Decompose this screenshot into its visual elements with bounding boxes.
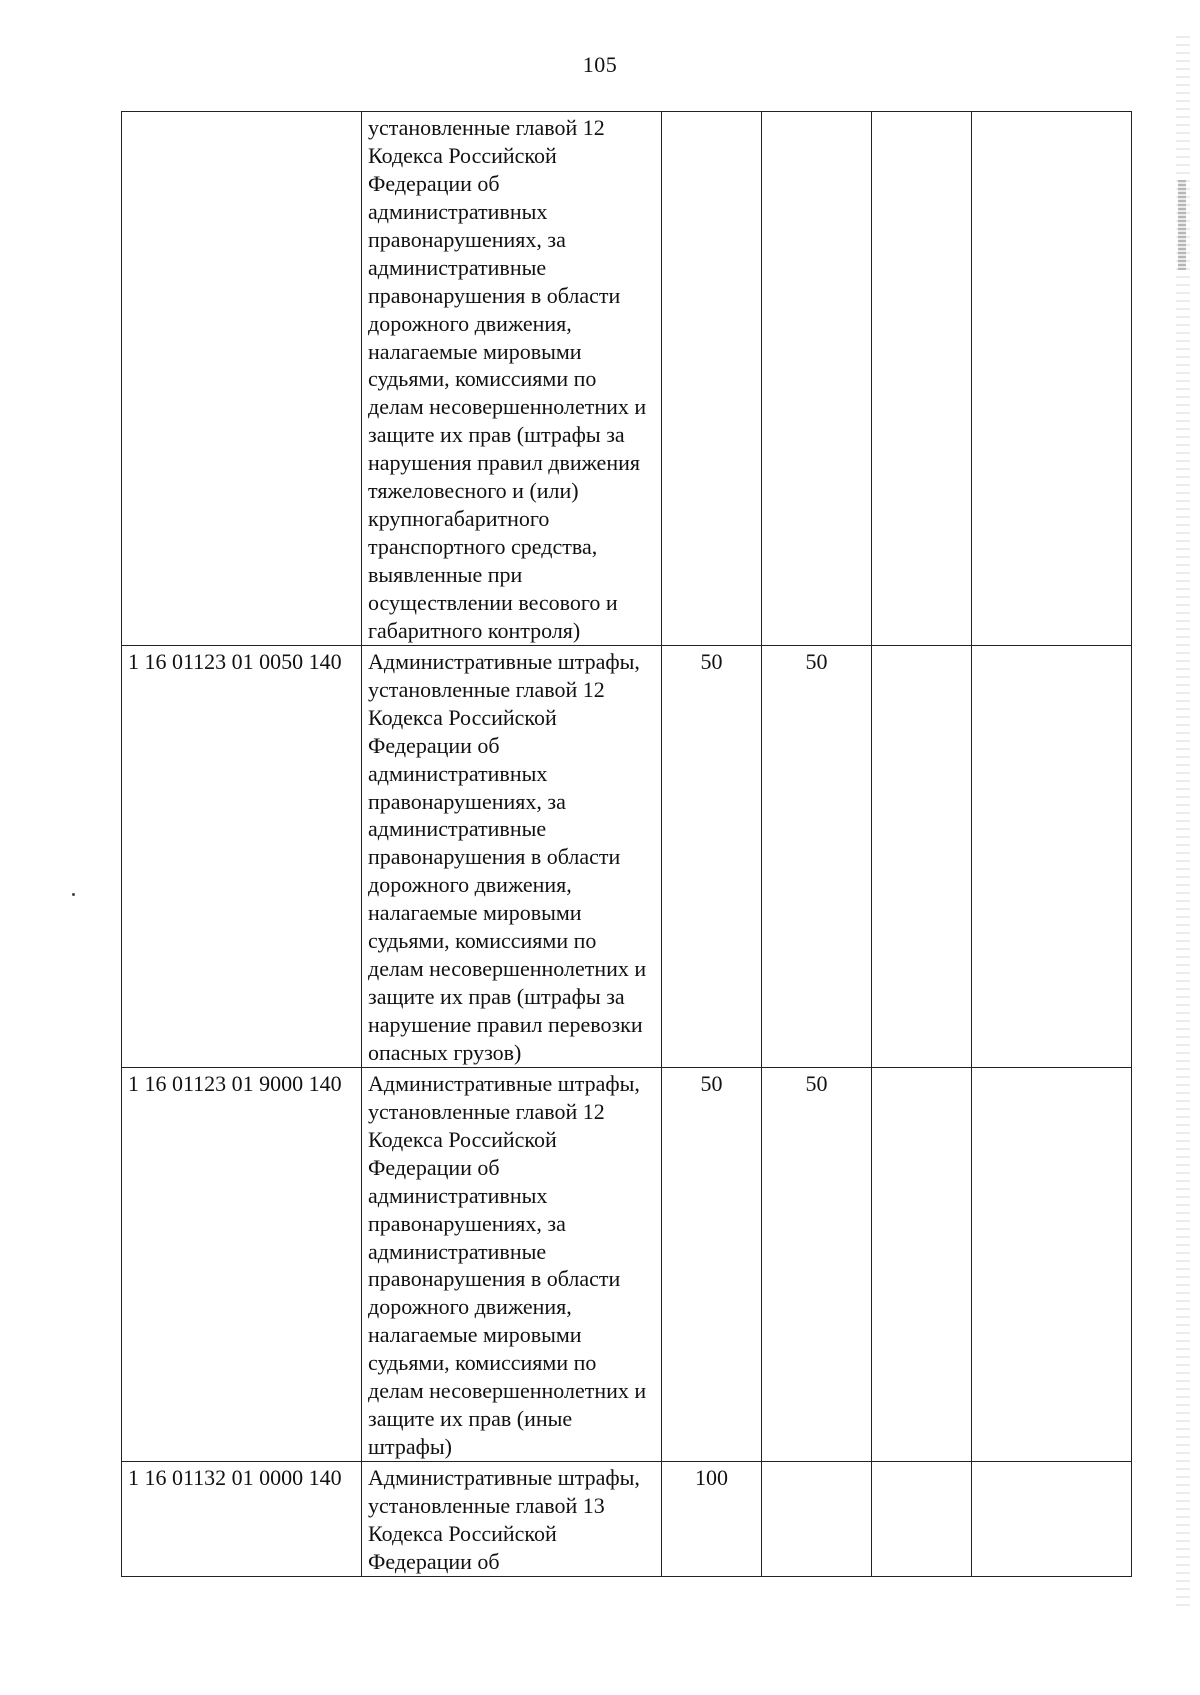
description-line: опасных грузов) <box>368 1039 522 1065</box>
amount-cell-col4: 50 <box>762 1067 872 1461</box>
description-line: тяжеловесного и (или) <box>368 478 579 504</box>
description-line: административные <box>368 1238 547 1264</box>
description-line: административные <box>368 816 547 842</box>
description-line: штрафы) <box>368 1434 452 1460</box>
description-line: Административные штрафы, <box>368 1070 640 1096</box>
description-line: нарушения правил движения <box>368 450 640 476</box>
description-line: установленные главой 12 <box>368 115 605 140</box>
description-line: дорожного движения, <box>368 310 572 336</box>
description-line: Административные штрафы, <box>368 1465 640 1490</box>
description-line: Кодекса Российской <box>368 142 557 168</box>
revenue-description <box>362 112 662 646</box>
description-line: транспортного средства, <box>368 534 598 560</box>
amount-cell-col4: 50 <box>762 645 872 1067</box>
table-body <box>122 112 1132 1577</box>
description-line: судьями, комиссиями по <box>368 1350 597 1376</box>
description-line: осуществлении весового и <box>368 589 618 615</box>
revenue-description <box>362 1462 662 1577</box>
description-line: Федерации об <box>368 170 500 196</box>
amount-cell-col3: 50 <box>662 1067 762 1461</box>
description-line: Федерации об <box>368 732 500 758</box>
description-line: правонарушения в области <box>368 844 621 870</box>
description-line: делам несовершеннолетних и <box>368 1378 647 1404</box>
scan-edge-artifact <box>1176 30 1190 1610</box>
description-line: выявленные при <box>368 562 523 587</box>
budget-table <box>121 111 1132 1577</box>
description-line: защите их прав (штрафы за <box>368 984 625 1010</box>
amount-cell-col5 <box>872 1067 972 1461</box>
description-line: административных <box>368 198 548 224</box>
description-line: правонарушениях, за <box>368 788 566 814</box>
description-line: административных <box>368 1182 548 1208</box>
table-row <box>122 645 1132 1067</box>
description-line: Кодекса Российской <box>368 1126 557 1152</box>
description-line: Федерации об <box>368 1548 500 1574</box>
amount-cell-col3: 100 <box>662 1462 762 1577</box>
amount-cell-col6 <box>972 1067 1132 1461</box>
description-line: административных <box>368 760 548 786</box>
description-line: дорожного движения, <box>368 1294 572 1320</box>
amount-cell-col4 <box>762 112 872 646</box>
description-line: налагаемые мировыми <box>368 1322 582 1348</box>
amount-cell-col3 <box>662 112 762 646</box>
table-row <box>122 1462 1132 1577</box>
description-line: дорожного движения, <box>368 872 572 898</box>
description-line: налагаемые мировыми <box>368 338 582 364</box>
description-line: защите их прав (иные <box>368 1406 573 1432</box>
description-line: Административные штрафы, <box>368 648 640 674</box>
amount-cell-col5 <box>872 645 972 1067</box>
classification-code: 1 16 01123 01 0050 140 <box>122 645 362 1067</box>
amount-cell-col6 <box>972 112 1132 646</box>
description-line: крупногабаритного <box>368 506 550 532</box>
description-line: делам несовершеннолетних и <box>368 394 647 420</box>
description-line: правонарушения в области <box>368 1266 621 1292</box>
amount-cell-col3: 50 <box>662 645 762 1067</box>
classification-code: 1 16 01132 01 0000 140 <box>122 1462 362 1577</box>
revenue-description <box>362 1067 662 1461</box>
revenue-description <box>362 645 662 1067</box>
description-line: габаритного контроля) <box>368 617 581 643</box>
description-line: делам несовершеннолетних и <box>368 956 647 982</box>
amount-cell-col6 <box>972 1462 1132 1577</box>
description-line: установленные главой 13 <box>368 1492 605 1518</box>
description-line: административные <box>368 254 547 280</box>
classification-code <box>122 112 362 646</box>
description-line: налагаемые мировыми <box>368 900 582 926</box>
description-line: нарушение правил перевозки <box>368 1012 643 1037</box>
description-line: Кодекса Российской <box>368 1520 557 1546</box>
description-line: Федерации об <box>368 1154 500 1180</box>
description-line: правонарушениях, за <box>368 1210 566 1236</box>
description-line: защите их прав (штрафы за <box>368 422 625 448</box>
table-row <box>122 1067 1132 1461</box>
amount-cell-col4 <box>762 1462 872 1577</box>
description-line: правонарушения в области <box>368 282 621 308</box>
description-line: установленные главой 12 <box>368 676 605 702</box>
description-line: правонарушениях, за <box>368 226 566 252</box>
description-line: Кодекса Российской <box>368 704 557 730</box>
description-line: судьями, комиссиями по <box>368 928 597 954</box>
page-number: 105 <box>582 52 618 77</box>
amount-cell-col5 <box>872 112 972 646</box>
classification-code: 1 16 01123 01 9000 140 <box>122 1067 362 1461</box>
description-line: установленные главой 12 <box>368 1098 605 1124</box>
scan-speck <box>72 893 75 896</box>
amount-cell-col6 <box>972 645 1132 1067</box>
amount-cell-col5 <box>872 1462 972 1577</box>
description-line: судьями, комиссиями по <box>368 366 597 392</box>
table-row <box>122 112 1132 646</box>
